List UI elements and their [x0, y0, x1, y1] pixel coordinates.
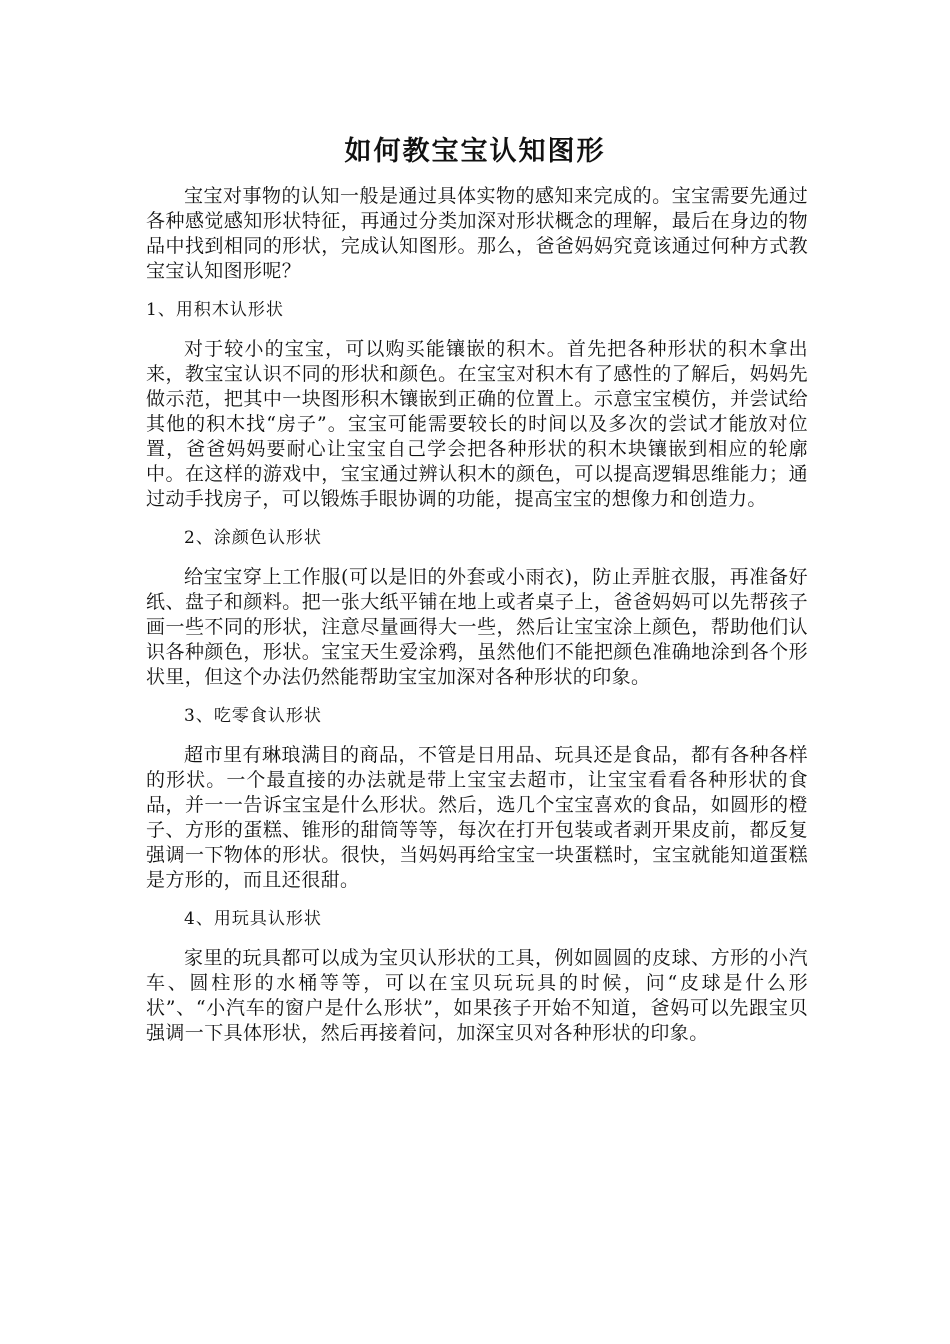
section-body-toys: 家里的玩具都可以成为宝贝认形状的工具，例如圆圆的皮球、方形的小汽车、圆柱形的水桶等等，可以在宝贝玩玩具的时候，问“皮球是什么形状”、“小汽车的窗户是什么形状”，如果孩子开始不知道，爸妈可以先跟宝贝强调一下具体形状，然后再接着问，加深宝贝对各种形状的印象。 [146, 947, 808, 1044]
section-heading-coloring: 2、涂颜色认形状 [184, 528, 322, 548]
section-heading-blocks: 1、用积木认形状 [146, 300, 284, 320]
section-body-coloring: 给宝宝穿上工作服(可以是旧的外套或小雨衣)，防止弄脏衣服，再准备好纸、盘子和颜料。把一张大纸平铺在地上或者桌子上，爸爸妈妈可以先帮孩子画一些不同的形状，注意尽量画得大一些，然后让宝宝涂上颜色，帮助他们认识各种颜色，形状。宝宝天生爱涂鸦，虽然他们不能把颜色准确地涂到各个形状里，但这个办法仍然能帮助宝宝加深对各种形状的印象。 [146, 566, 808, 688]
section-body-blocks: 对于较小的宝宝，可以购买能镶嵌的积木。首先把各种形状的积木拿出来，教宝宝认识不同的形状和颜色。在宝宝对积木有了感性的了解后，妈妈先做示范，把其中一块图形积木镶嵌到正确的位置上。示意宝宝模仿，并尝试给其他的积木找“房子”。宝宝可能需要较长的时间以及多次的尝试才能放对位置，爸爸妈妈要耐心让宝宝自己学会把各种形状的积木块镶嵌到相应的轮廓中。在这样的游戏中，宝宝通过辨认积木的颜色，可以提高逻辑思维能力；通过动手找房子，可以锻炼手眼协调的功能，提高宝宝的想像力和创造力。 [146, 338, 808, 510]
section-heading-snacks: 3、吃零食认形状 [184, 706, 322, 726]
document-title: 如何教宝宝认知图形 [344, 136, 606, 167]
document-body [146, 184, 808, 1046]
intro-paragraph: 宝宝对事物的认知一般是通过具体实物的感知来完成的。宝宝需要先通过各种感觉感知形状特征，再通过分类加深对形状概念的理解，最后在身边的物品中找到相同的形状，完成认知图形。那么，爸爸妈妈究竟该通过何种方式教宝宝认知图形呢？ [146, 185, 808, 282]
section-heading-toys: 4、用玩具认形状 [184, 909, 322, 929]
section-body-snacks: 超市里有琳琅满目的商品，不管是日用品、玩具还是食品，都有各种各样的形状。一个最直接的办法就是带上宝宝去超市，让宝宝看看各种形状的食品，并一一告诉宝宝是什么形状。然后，选几个宝宝喜欢的食品，如圆形的橙子、方形的蛋糕、锥形的甜筒等等，每次在打开包装或者剥开果皮前，都反复强调一下物体的形状。很快，当妈妈再给宝宝一块蛋糕时，宝宝就能知道蛋糕是方形的，而且还很甜。 [146, 744, 808, 891]
